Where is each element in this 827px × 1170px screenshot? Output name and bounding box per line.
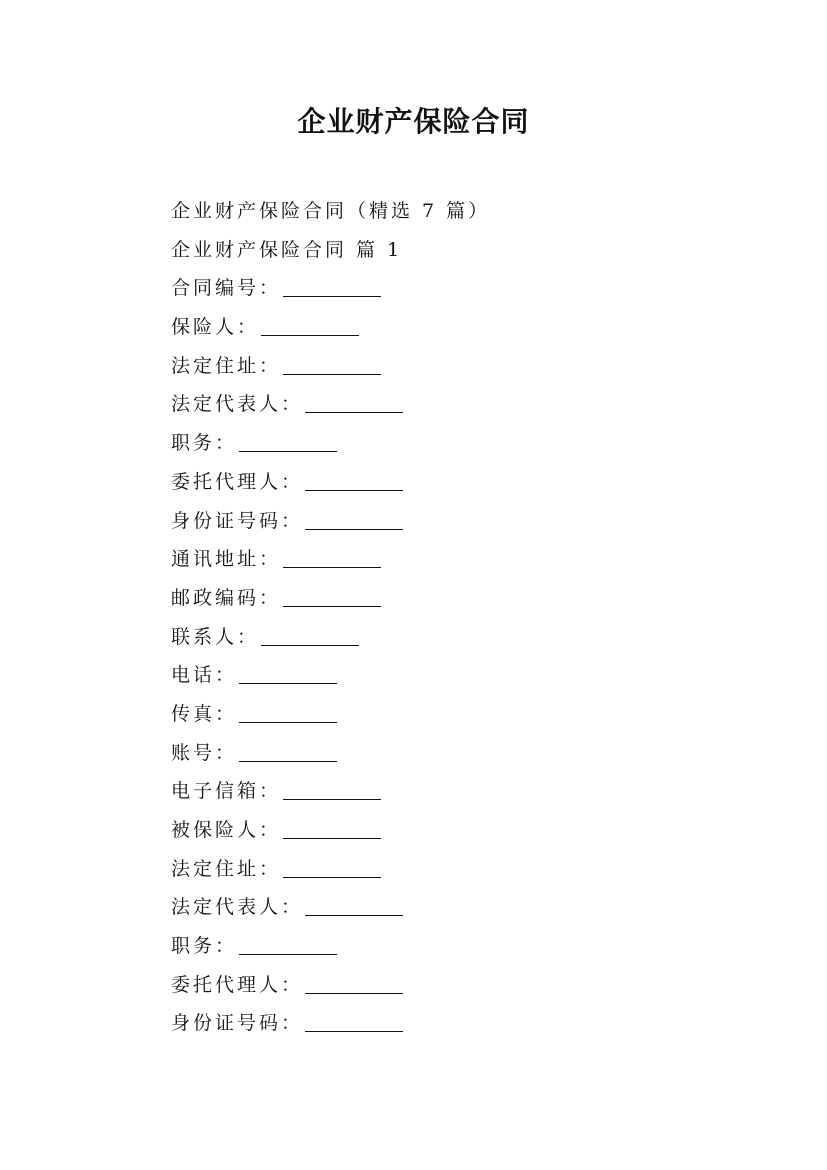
line-text: 职务： bbox=[171, 935, 238, 958]
fill-in-blank bbox=[305, 969, 403, 994]
document-line bbox=[171, 619, 731, 658]
document-line bbox=[171, 386, 731, 425]
line-text: 法定住址： bbox=[171, 354, 282, 377]
line-text: 委托代理人： bbox=[171, 973, 304, 996]
line-text: 合同编号： bbox=[171, 277, 282, 300]
fill-in-blank bbox=[305, 1007, 403, 1032]
fill-in-blank bbox=[283, 272, 381, 297]
line-text: 电话： bbox=[171, 664, 238, 687]
fill-in-blank bbox=[239, 930, 337, 955]
line-text: 账号： bbox=[171, 741, 238, 764]
fill-in-blank bbox=[283, 543, 381, 568]
line-text: 法定代表人： bbox=[171, 896, 304, 919]
line-text: 通讯地址： bbox=[171, 548, 282, 571]
document-line bbox=[171, 967, 731, 1006]
fill-in-blank bbox=[283, 350, 381, 375]
line-text: 被保险人： bbox=[171, 819, 282, 841]
document-title: 企业财产保险合同 bbox=[297, 105, 530, 138]
fill-in-blank bbox=[305, 891, 403, 916]
fill-in-blank bbox=[283, 582, 381, 607]
fill-in-blank bbox=[305, 505, 403, 530]
line-text: 法定住址： bbox=[171, 857, 282, 880]
document-line bbox=[171, 193, 731, 232]
document-line bbox=[171, 232, 731, 271]
document-line bbox=[171, 309, 731, 348]
fill-in-blank bbox=[261, 311, 359, 336]
document-line bbox=[171, 812, 731, 851]
document-line bbox=[171, 735, 731, 774]
document-line bbox=[171, 889, 731, 928]
document-line bbox=[171, 270, 731, 309]
fill-in-blank bbox=[239, 427, 337, 452]
document-line bbox=[171, 425, 731, 464]
fill-in-blank bbox=[239, 659, 337, 684]
document-line bbox=[171, 851, 731, 890]
document-body bbox=[171, 193, 731, 1044]
line-text: 企业财产保险合同（精选 7 篇） bbox=[171, 200, 491, 222]
document-line bbox=[171, 503, 731, 542]
line-text: 身份证号码： bbox=[171, 509, 304, 532]
document-line bbox=[171, 928, 731, 967]
document-line bbox=[171, 348, 731, 387]
fill-in-blank bbox=[283, 775, 381, 800]
document-line bbox=[171, 541, 731, 580]
document-line bbox=[171, 657, 731, 696]
line-text: 联系人： bbox=[171, 625, 260, 648]
fill-in-blank bbox=[305, 388, 403, 413]
fill-in-blank bbox=[239, 737, 337, 762]
fill-in-blank bbox=[239, 698, 337, 723]
line-text: 法定代表人： bbox=[171, 393, 304, 416]
line-text: 职务： bbox=[171, 432, 238, 455]
line-text: 保险人： bbox=[171, 316, 260, 339]
line-text: 邮政编码： bbox=[171, 586, 282, 609]
fill-in-blank bbox=[305, 466, 403, 491]
line-text: 企业财产保险合同 篇 1 bbox=[171, 238, 403, 261]
line-text: 电子信箱： bbox=[171, 780, 282, 803]
document-line bbox=[171, 696, 731, 735]
document-line bbox=[171, 580, 731, 619]
fill-in-blank bbox=[261, 621, 359, 646]
line-text: 委托代理人： bbox=[171, 470, 304, 493]
document-line bbox=[171, 773, 731, 812]
line-text: 身份证号码： bbox=[171, 1012, 304, 1035]
fill-in-blank bbox=[283, 853, 381, 878]
document-line bbox=[171, 1005, 731, 1044]
fill-in-blank bbox=[283, 814, 381, 839]
line-text: 传真： bbox=[171, 702, 238, 725]
document-line bbox=[171, 464, 731, 503]
